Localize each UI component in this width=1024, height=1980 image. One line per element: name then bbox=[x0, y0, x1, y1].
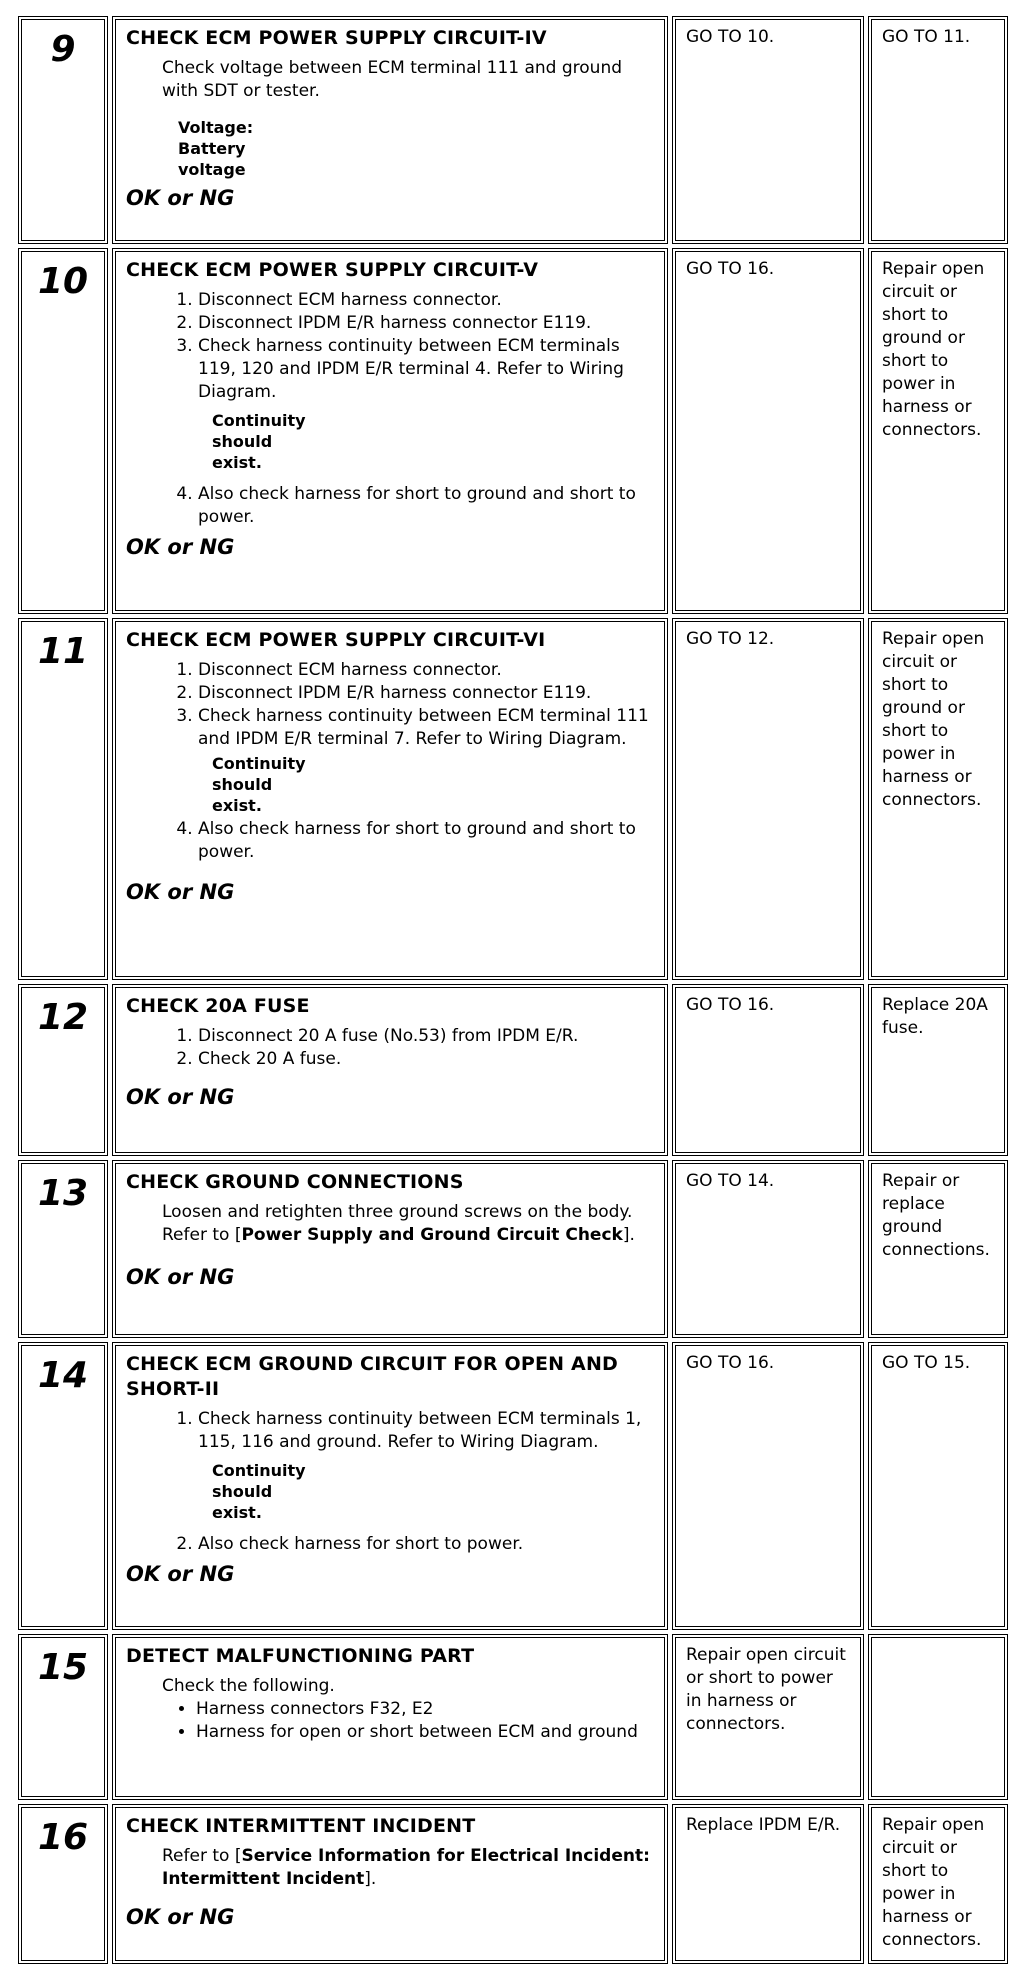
list-item: 2. Also check harness for short to power. bbox=[198, 1533, 654, 1556]
ng-result: GO TO 15. bbox=[868, 1342, 1008, 1630]
list-item: 4. Also check harness for short to ground and short to power. bbox=[198, 818, 654, 864]
spec-block bbox=[212, 1460, 654, 1523]
list-item bbox=[198, 335, 654, 404]
spec-line: should bbox=[212, 1482, 273, 1501]
ok-or-ng-label: OK or NG bbox=[126, 1085, 235, 1109]
step-title: DETECT MALFUNCTIONING PART bbox=[126, 1645, 475, 1667]
step-instruction: Check the following. bbox=[162, 1676, 335, 1696]
ok-result: GO TO 10. bbox=[672, 16, 864, 244]
step-row bbox=[18, 248, 1012, 618]
spec-line: Voltage: bbox=[178, 118, 254, 137]
ok-result: GO TO 16. bbox=[672, 984, 864, 1156]
instruction-text: Loosen and retighten three ground screws on the body. Refer to [ bbox=[162, 1202, 633, 1245]
instruction-text: Refer to [ bbox=[162, 1846, 242, 1866]
step-body bbox=[112, 248, 668, 614]
ok-result: Replace IPDM E/R. bbox=[672, 1804, 864, 1964]
step-row bbox=[18, 1342, 1012, 1634]
step-list-continued bbox=[126, 1533, 654, 1556]
spec-line: voltage bbox=[178, 160, 246, 179]
spec-line: Continuity bbox=[212, 411, 306, 430]
step-list bbox=[126, 659, 654, 751]
step-number: 15 bbox=[18, 1634, 108, 1800]
spec-line: exist. bbox=[212, 1503, 262, 1522]
spec-line: should bbox=[212, 432, 273, 451]
step-list bbox=[126, 289, 654, 404]
list-item: 1. Check harness continuity between ECM terminals 1, 115, 116 and ground. Refer to Wiring Diagram. bbox=[198, 1408, 654, 1454]
ok-or-ng-label: OK or NG bbox=[126, 1562, 235, 1586]
step-title: CHECK INTERMITTENT INCIDENT bbox=[126, 1815, 476, 1837]
step-number: 13 bbox=[18, 1160, 108, 1338]
step-title: CHECK ECM POWER SUPPLY CIRCUIT-VI bbox=[126, 629, 546, 651]
step-instruction: Check voltage between ECM terminal 111 and ground with SDT or tester. bbox=[162, 58, 623, 101]
step-body bbox=[112, 984, 668, 1156]
spec-block bbox=[178, 117, 654, 180]
spec-line: Battery bbox=[178, 139, 246, 158]
ng-result: Repair or replace ground connections. bbox=[868, 1160, 1008, 1338]
spec-block bbox=[212, 753, 654, 816]
step-title: CHECK ECM GROUND CIRCUIT FOR OPEN AND SHORT-II bbox=[126, 1353, 619, 1400]
step-title: CHECK 20A FUSE bbox=[126, 995, 310, 1017]
step-instruction bbox=[162, 1201, 654, 1247]
reference-link[interactable]: Power Supply and Ground Circuit Check bbox=[241, 1225, 623, 1245]
ok-or-ng-label: OK or NG bbox=[126, 186, 235, 210]
step-number: 16 bbox=[18, 1804, 108, 1964]
step-body bbox=[112, 1342, 668, 1630]
ng-result: Repair open circuit or short to ground or short to power in harness or connectors. bbox=[868, 618, 1008, 980]
step-row bbox=[18, 984, 1012, 1160]
spec-block bbox=[212, 410, 654, 473]
spec-line: exist. bbox=[212, 453, 262, 472]
list-item: 2. Disconnect IPDM E/R harness connector E119. bbox=[198, 312, 654, 335]
ok-or-ng-label: OK or NG bbox=[126, 1265, 235, 1289]
step-number: 12 bbox=[18, 984, 108, 1156]
ok-result: Repair open circuit or short to power in harness or connectors. bbox=[672, 1634, 864, 1800]
list-item: 2. Disconnect IPDM E/R harness connector E119. bbox=[198, 682, 654, 705]
list-item: 2. Check 20 A fuse. bbox=[198, 1048, 654, 1071]
list-item: 3. Check harness continuity between ECM terminal 111 and IPDM E/R terminal 7. Refer to Wiring Diagram. bbox=[198, 705, 654, 751]
reference-link[interactable]: Service Information for Electrical Incident: Intermittent Incident bbox=[162, 1846, 650, 1889]
step-row bbox=[18, 16, 1012, 248]
list-item: • Harness for open or short between ECM and ground bbox=[196, 1721, 654, 1744]
ng-result: Repair open circuit or short to ground or short to power in harness or connectors. bbox=[868, 248, 1008, 614]
step-list-continued bbox=[126, 483, 654, 529]
list-item: 4. Also check harness for short to ground and short to power. bbox=[198, 483, 654, 529]
step-title: CHECK ECM POWER SUPPLY CIRCUIT-V bbox=[126, 259, 539, 281]
ok-result: GO TO 12. bbox=[672, 618, 864, 980]
step-title: CHECK GROUND CONNECTIONS bbox=[126, 1171, 464, 1193]
ok-or-ng-label: OK or NG bbox=[126, 1905, 235, 1929]
step-list bbox=[126, 1408, 654, 1454]
step-list-continued bbox=[126, 818, 654, 864]
step-number: 10 bbox=[18, 248, 108, 614]
ng-result: Repair open circuit or short to power in harness or connectors. bbox=[868, 1804, 1008, 1964]
step-instruction bbox=[162, 1845, 654, 1891]
step-body bbox=[112, 1804, 668, 1964]
list-item: 1. Disconnect 20 A fuse (No.53) from IPDM E/R. bbox=[198, 1025, 654, 1048]
step-body bbox=[112, 618, 668, 980]
list-item: 1. Disconnect ECM harness connector. bbox=[198, 289, 654, 312]
procedure-table bbox=[18, 16, 1012, 1968]
list-item: • Harness connectors F32, E2 bbox=[196, 1698, 654, 1721]
step-number: 9 bbox=[18, 16, 108, 244]
step-row bbox=[18, 1160, 1012, 1342]
ok-or-ng-label: OK or NG bbox=[126, 535, 235, 559]
step-body bbox=[112, 16, 668, 244]
ok-result: GO TO 16. bbox=[672, 1342, 864, 1630]
spec-line: should bbox=[212, 775, 273, 794]
ok-or-ng-label: OK or NG bbox=[126, 880, 235, 904]
step-number: 14 bbox=[18, 1342, 108, 1630]
step-row bbox=[18, 1634, 1012, 1804]
list-item: 1. Disconnect ECM harness connector. bbox=[198, 659, 654, 682]
bullet-list bbox=[126, 1698, 654, 1744]
step-title: CHECK ECM POWER SUPPLY CIRCUIT-IV bbox=[126, 27, 547, 49]
ng-result: GO TO 11. bbox=[868, 16, 1008, 244]
ok-result: GO TO 16. bbox=[672, 248, 864, 614]
instruction-text-end: ]. bbox=[622, 1225, 635, 1245]
step-row bbox=[18, 1804, 1012, 1968]
ng-result bbox=[868, 1634, 1008, 1800]
step-list bbox=[126, 1025, 654, 1071]
step-body bbox=[112, 1160, 668, 1338]
spec-line: Continuity bbox=[212, 754, 306, 773]
instruction-text-end: ]. bbox=[364, 1869, 377, 1889]
spec-line: Continuity bbox=[212, 1461, 306, 1480]
spec-line: exist. bbox=[212, 796, 262, 815]
list-item-text: Check harness continuity between ECM terminals 119, 120 and IPDM E/R terminal 4. Refer to Wiring Diagram. bbox=[198, 336, 624, 402]
ok-result: GO TO 14. bbox=[672, 1160, 864, 1338]
ng-result: Replace 20A fuse. bbox=[868, 984, 1008, 1156]
step-number: 11 bbox=[18, 618, 108, 980]
step-body bbox=[112, 1634, 668, 1800]
step-row bbox=[18, 618, 1012, 984]
